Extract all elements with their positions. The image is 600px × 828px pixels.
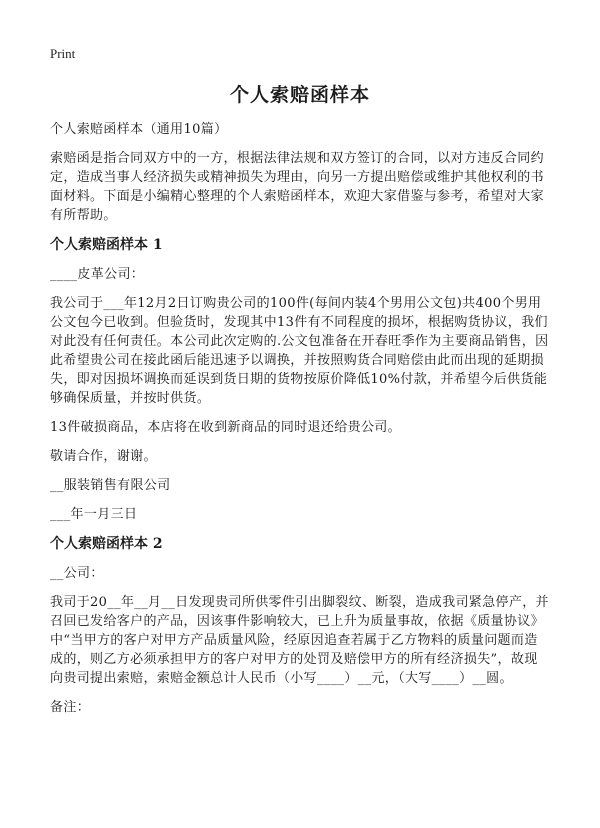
document-body	[50, 120, 550, 727]
closing-line: 敬请合作，谢谢。	[50, 449, 157, 464]
intro-paragraph: 索赔函是指合同双方中的一方，根据法律法规和双方签订的合同，以对方违反合同约定，造成当事人经济损失或精神损失为理由，向另一方提出赔偿或维护其他权利的书面材料。下面是小编精心整理的个人索赔函样本，欢迎大家借鉴与参考，希望对大家有所帮助。	[50, 151, 544, 223]
page-title: 个人索赔函样本	[229, 84, 370, 106]
signature-date: ___年一月三日	[50, 507, 138, 522]
salutation: __公司：	[50, 566, 104, 581]
body-paragraph: 我公司于___年12月2日订购贵公司的100件(每间内装4个男用公文包)共400个男用公文包今已收到。但验货时，发现其中13件有不同程度的损坏，根据购货协议，我们对此没有任何责任。本公司此次定购的.公文包准备在开春旺季作为主要商品销售，因此希望贵公司在接此函后能迅速予以调换，并按照购货合同赔偿由此而出现的延期损失，即对因损坏调换而延误到货日期的货物按原价降低10%付款，并希望今后供货能够确保质量，并按时供货。	[50, 296, 549, 406]
remarks-label: 备注：	[50, 700, 91, 715]
section-1	[50, 235, 550, 524]
salutation: ____皮革公司：	[50, 267, 145, 282]
body-paragraph: 我司于20__年__月__日发现贵司所供零件引出脚裂纹、断裂，造成我司紧急停产，并召回已发给客户的产品，因该事件影响较大，已上升为质量事故，依据《质量协议》中“当甲方的客户对甲方产品质量风险，经原因追查若属于乙方物料的质量问题而造成的，则乙方必须承担甲方的客户对甲方的处罚及赔偿甲方的所有经济损失”，故现向贵司提出索赔，索赔金额总计人民币（小写____）__元，（大写____）__圆。	[50, 595, 549, 686]
document-subtitle: 个人索赔函样本（通用10篇）	[50, 122, 228, 137]
section-heading: 个人索赔函样本 1	[50, 237, 163, 253]
section-heading: 个人索赔函样本 2	[50, 536, 163, 552]
body-paragraph: 13件破损商品，本店将在收到新商品的同时退还给贵公司。	[50, 420, 401, 435]
print-link[interactable]: Print	[50, 46, 76, 61]
signature-company: __服装销售有限公司	[50, 478, 171, 493]
section-2	[50, 534, 550, 717]
